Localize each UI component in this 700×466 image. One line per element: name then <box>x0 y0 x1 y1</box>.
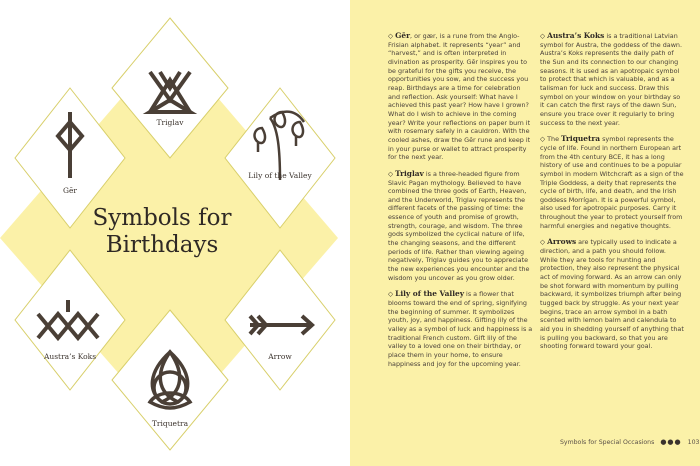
entry-austras <box>540 32 685 127</box>
page-footer <box>560 438 699 446</box>
entry-prefix: The <box>547 135 562 144</box>
entry-term: Arrows <box>547 237 577 247</box>
diamond-bullet-icon: ◇ <box>540 135 546 144</box>
entry-ger <box>388 32 533 162</box>
diamond-bullet-icon: ◇ <box>540 238 546 247</box>
diamond-bullet-icon: ◇ <box>388 32 394 40</box>
right-page <box>350 0 700 466</box>
label-lily: Lily of the Valley <box>248 171 312 180</box>
entry-text: is a three-headed figure from Slavic Pagan mythology. Believed to have combined the three gods of Earth, Heaven, and the Underworld, Triglav represents the different facets of the passing of time: the essence of youth and promise of growth, strength, courage, and wisdom. The three gods symbolized the cyclical nature of life, the changing seasons, and the different periods of life. Rather than viewing ageing negatively, Triglav guides you to appreciate the new experiences you encounter and the wisdom you uncover as you grow older. <box>388 169 530 282</box>
entry-text: is a flower that blooms toward the end of spring, signifying the beginning of summer. It symbolizes youth, joy, and happiness. Gifting lily of the valley as a symbol of luck and happiness is a traditional French custom. Gift lily of the valley to a loved one on their birthday, or place them in your home, to ensure happiness and joy for the upcoming year. <box>388 290 533 368</box>
title-line-2: Birthdays <box>105 232 219 258</box>
running-footer: Symbols for Special Occasions <box>560 439 655 446</box>
page-number: 103 <box>687 439 700 446</box>
entry-text: , or gær, is a rune from the Anglo-Frisian alphabet. It represents “year” and “harvest,” and is often interpreted in divination as prosperity. Gēr inspires you to be grateful for the gifts you receive, the opportunities you sow, and the success you reap. Birthdays are a time for celebration and reflection. Ask yourself: What have I achieved this past year? How have I grown? What do I wish to achieve in the coming year? Write your reflections on paper burn it with rosemary safely in a cauldron. With the cooled ashes, draw the Gēr rune and keep it in your purse or wallet to attract prosperity for the next year. <box>388 32 531 162</box>
footer-dots-icon: ●●● <box>660 438 682 446</box>
entry-text: are typically used to indicate a direction, and a path you should follow. While they are tools for hunting and protection, they also represent the physical act of moving forward. As an arrow can only be shot forward with momentum by pulling backward, it symbolizes triumph after being tugged back by struggle. As your next year begins, trace an arrow symbol in a bath scented with lemon balm and calendula to aid you in shedding yourself of anything that is pulling you backward, so that you are shooting forward toward your goal. <box>540 238 684 351</box>
text-column-2 <box>540 32 685 359</box>
text-column-1 <box>388 32 533 376</box>
entry-arrows <box>540 238 685 351</box>
page-title <box>62 205 262 259</box>
diamond-bullet-icon: ◇ <box>388 169 394 178</box>
label-triquetra: Triquetra <box>151 419 189 428</box>
entry-triglav <box>388 170 533 283</box>
entry-lily <box>388 290 533 368</box>
entry-term: Triquetra <box>561 134 601 144</box>
label-triglav: Triglav <box>156 118 184 127</box>
entry-term: Lily of the Valley <box>395 289 465 299</box>
entry-triquetra <box>540 135 685 230</box>
label-ger: Gēr <box>62 186 78 195</box>
entry-text: is a traditional Latvian symbol for Austra, the goddess of the dawn. Austra’s Koks represents the daily path of the Sun and its connection to our changing seasons. It is used as an apotropaic symbol to protect that which is valuable, and as a talisman for luck and success. Draw this symbol on your window on your birthday so it can catch the first rays of the dawn Sun, ensure you trace over it regularly to bring success to the next year. <box>540 32 683 127</box>
title-line-1: Symbols for <box>92 205 232 231</box>
diamond-bullet-icon: ◇ <box>388 290 394 299</box>
entry-term: Triglav <box>395 168 424 178</box>
entry-term: Gēr <box>395 31 411 40</box>
label-austras: Austra’s Koks <box>43 352 97 361</box>
diamond-bullet-icon: ◇ <box>540 32 546 40</box>
label-arrow: Arrow <box>268 352 292 361</box>
entry-term: Austra’s Koks <box>547 31 605 40</box>
entry-text: symbol represents the cycle of life. Found in northern European art from the 4th century BCE, it has a long history of use and continues to be a popular symbol in modern Witchcraft as a sign of the Triple Goddess, a deity that represents the cycle of birth, life, and death, and the Irish goddess Morrígan. It is a powerful symbol, also used for apotropaic purposes. Carry it throughout the year to protect yourself from harmful energies and negative thoughts. <box>540 135 684 230</box>
